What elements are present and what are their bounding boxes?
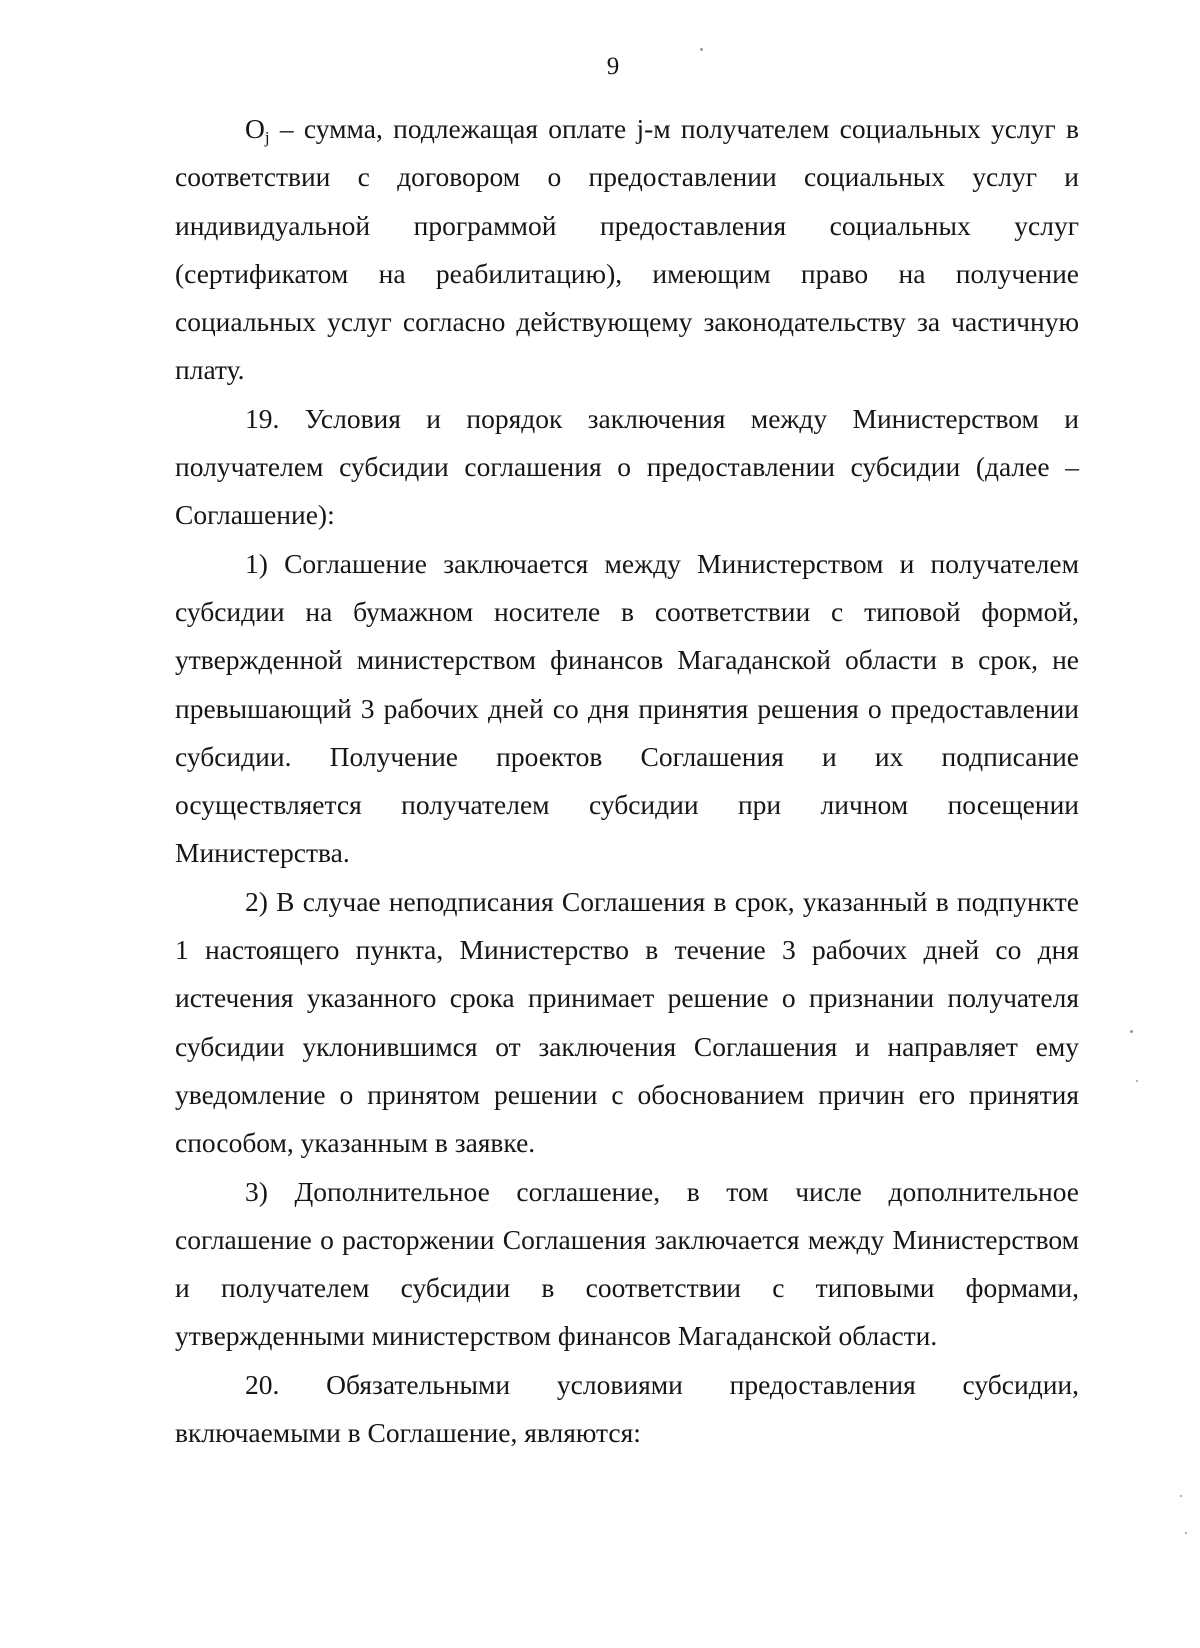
scan-speck [1180, 1495, 1182, 1497]
paragraph-item-20: 20. Обязательными условиями предоставления субсидии, включаемыми в Соглашение, являются: [175, 1368, 1079, 1449]
scan-speck [1185, 1532, 1187, 1534]
variable-subscript: j [264, 128, 270, 147]
page-number: 9 [606, 53, 620, 80]
paragraph-item-19-3: 3) Дополнительное соглашение, в том числе дополнительное соглашение о расторжении Соглашения заключается между Министерством и получателем субсидии в соответствии с типовыми формами, утвержденными министерством финансов Магаданской области. [175, 1175, 1079, 1352]
paragraph-text: – сумма, подлежащая оплате j-м получателем социальных услуг в соответствии с договором о предоставлении социальных услуг и индивидуальной программой предоставления социальных услуг (сертификатом на реабилитацию), имеющим право на получение социальных услуг согласно действующему законодательству за частичную плату. [175, 113, 1079, 386]
document-body [175, 105, 1079, 1457]
paragraph-item-19-2: 2) В случае неподписания Соглашения в срок, указанный в подпункте 1 настоящего пункта, Министерство в течение 3 рабочих дней со дня истечения указанного срока принимает решение о признании получателя субсидии уклонившимся от заключения Соглашения и направляет ему уведомление о принятом решении с обоснованием причин его принятия способом, указанным в заявке. [175, 885, 1079, 1159]
paragraph-item-19-1: 1) Соглашение заключается между Министерством и получателем субсидии на бумажном носителе в соответствии с типовой формой, утвержденной министерством финансов Магаданской области в срок, не превышающий 3 рабочих дней со дня принятия решения о предоставлении субсидии. Получение проектов Соглашения и их подписание осуществляется получателем субсидии при личном посещении Министерства. [175, 547, 1079, 869]
scan-speck [1136, 1080, 1138, 1082]
paragraph-oj-definition [175, 105, 1079, 395]
scan-speck [1130, 1030, 1133, 1033]
paragraph-item-19: 19. Условия и порядок заключения между Министерством и получателем субсидии соглашения о предоставлении субсидии (далее – Соглашение): [175, 402, 1079, 531]
scan-speck [700, 48, 703, 51]
variable-symbol: O [245, 113, 265, 144]
